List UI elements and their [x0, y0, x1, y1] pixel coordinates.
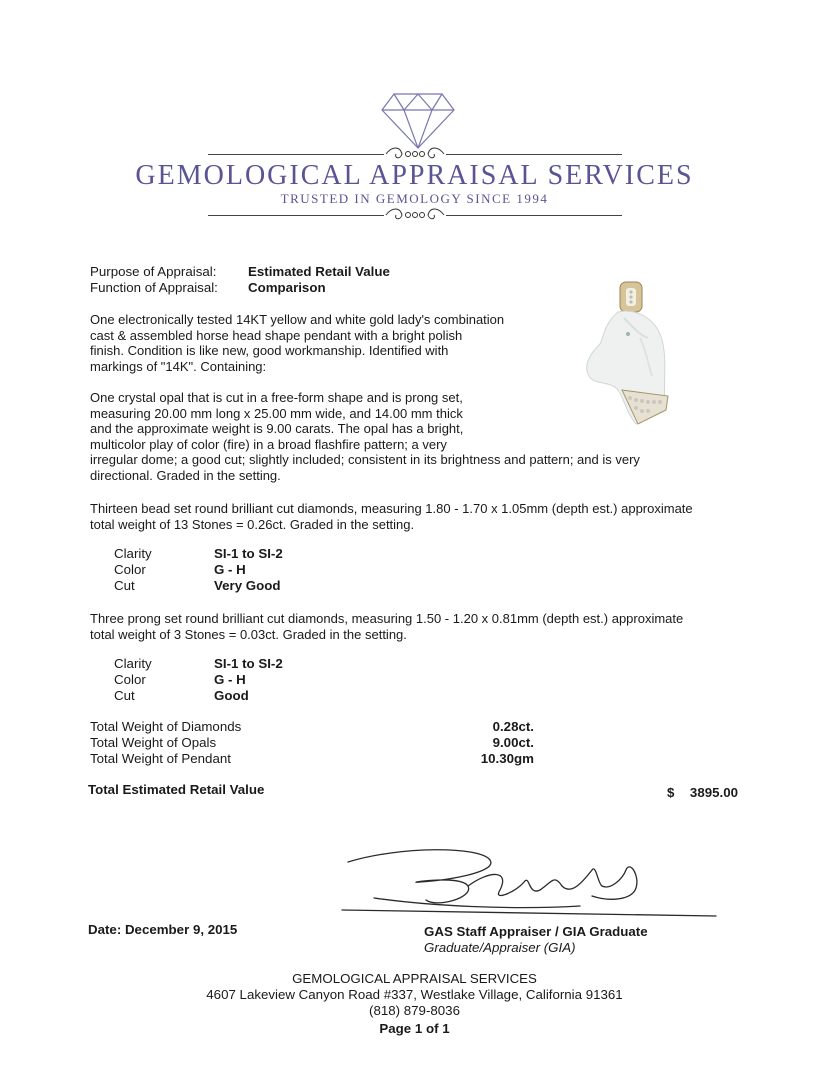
- diamonds2-color-label: Color: [114, 672, 146, 687]
- diamonds2-cut-value: Good: [214, 688, 249, 703]
- total-retail-label: Total Estimated Retail Value: [88, 782, 265, 797]
- total-retail-value: 3895.00: [689, 785, 738, 800]
- purpose-value: Estimated Retail Value: [248, 264, 390, 279]
- diamonds1-color-label: Color: [114, 562, 146, 577]
- footer-company: GEMOLOGICAL APPRAISAL SERVICES: [292, 971, 537, 986]
- diamonds2-clarity-label: Clarity: [114, 656, 152, 671]
- intro-line: cast & assembled horse head shape pendant with a bright polish: [90, 327, 463, 343]
- header-bottom-rule-right: [446, 215, 622, 216]
- diamonds2-paragraph: [90, 611, 683, 642]
- total-opals-value: 9.00ct.: [492, 735, 534, 750]
- company-tagline: TRUSTED IN GEMOLOGY SINCE 1994: [280, 191, 549, 206]
- diamonds1-paragraph: [90, 501, 693, 532]
- intro-line: One electronically tested 14KT yellow and white gold lady's combination: [90, 312, 505, 327]
- opal-paragraph: [90, 390, 640, 484]
- function-label: Function of Appraisal:: [90, 280, 218, 295]
- opal-line: One crystal opal that is cut in a free-form shape and is prong set,: [90, 390, 463, 405]
- footer-phone: (818) 879-8036: [369, 1003, 460, 1018]
- diamonds1-line: total weight of 13 Stones = 0.26ct. Graded in the setting.: [90, 516, 415, 532]
- diamonds2-line: total weight of 3 Stones = 0.03ct. Graded in the setting.: [90, 626, 407, 642]
- appraisal-date: Date: December 9, 2015: [88, 922, 238, 937]
- total-pendant-label: Total Weight of Pendant: [90, 751, 231, 766]
- page-number: Page 1 of 1: [379, 1021, 450, 1036]
- intro-line: markings of "14K". Containing:: [90, 358, 267, 374]
- total-opals-label: Total Weight of Opals: [90, 735, 217, 750]
- diamond-logo-icon: [380, 92, 456, 150]
- header-top-rule-right: [446, 154, 622, 155]
- diamonds2-color-value: G - H: [214, 672, 246, 687]
- diamonds2-clarity-value: SI-1 to SI-2: [214, 656, 283, 671]
- opal-line: and the approximate weight is 9.00 carats. The opal has a bright,: [90, 421, 464, 437]
- intro-line: finish. Condition is like new, good workmanship. Identified with: [90, 343, 449, 359]
- footer-address: 4607 Lakeview Canyon Road #337, Westlake Village, California 91361: [206, 987, 623, 1002]
- currency-symbol: $: [667, 785, 675, 800]
- header-top-rule-left: [208, 154, 384, 155]
- diamonds1-line: Thirteen bead set round brilliant cut diamonds, measuring 1.80 - 1.70 x 1.05mm (depth est.) approximate: [90, 501, 693, 516]
- signature-image: [340, 840, 740, 922]
- total-pendant-value: 10.30gm: [480, 751, 534, 766]
- purpose-label: Purpose of Appraisal:: [90, 264, 217, 279]
- total-diamonds-label: Total Weight of Diamonds: [90, 719, 242, 734]
- total-diamonds-value: 0.28ct.: [492, 719, 534, 734]
- ornament-flourish-bottom-icon: [384, 207, 446, 223]
- opal-line: directional. Graded in the setting.: [90, 467, 281, 483]
- opal-line: measuring 20.00 mm long x 25.00 mm wide, and 14.00 mm thick: [90, 405, 463, 421]
- appraiser-title: GAS Staff Appraiser / GIA Graduate: [424, 924, 648, 939]
- header-bottom-rule-left: [208, 215, 384, 216]
- opal-line: irregular dome; a good cut; slightly included; consistent in its brightness and pattern; and is very: [90, 452, 640, 468]
- appraiser-subtitle: Graduate/Appraiser (GIA): [424, 940, 576, 955]
- intro-paragraph: [90, 312, 504, 374]
- diamonds1-clarity-value: SI-1 to SI-2: [214, 546, 283, 561]
- diamonds2-cut-label: Cut: [114, 688, 135, 703]
- diamonds2-line: Three prong set round brilliant cut diamonds, measuring 1.50 - 1.20 x 0.81mm (depth est.) approximate: [90, 611, 684, 626]
- diamonds1-cut-label: Cut: [114, 578, 135, 593]
- diamonds1-cut-value: Very Good: [214, 578, 281, 593]
- diamonds1-clarity-label: Clarity: [114, 546, 152, 561]
- opal-line: multicolor play of color (fire) in a broad flashfire pattern; a very: [90, 436, 447, 452]
- function-value: Comparison: [248, 280, 326, 295]
- company-name: GEMOLOGICAL APPRAISAL SERVICES: [135, 160, 694, 191]
- diamonds1-color-value: G - H: [214, 562, 246, 577]
